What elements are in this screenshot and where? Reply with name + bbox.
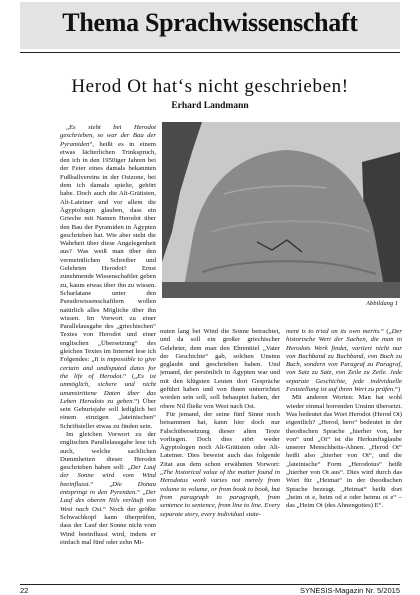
article-column-2: nuten lang bei Wind die Sonne betrachtet, und da soll ein großer griechischer Gelehrter, dem man den Ehrentitel „Vater der Geschichte“ gab, solchen Unsinn geglaubt und geschrieben haben. Und jemand, der persönlich in Ägypten war und mit den klügsten Leuten dort Gespräche geführt haben und von ihnen unterrichtet worden sein soll, soll behauptet haben, der obere Nil fließe von West nach Ost. Für jemand, der seine fünf Sinne noch beisammen hat, kann hier doch nur Falschübersetzung dieser alten Texte vorliegen. Doch dies stört weder Ägyptologen noch Alt-Grätisten oder Alt-Lateiner. Dies beweist auch das folgende Zitat aus dem schon erwähnten Vorwort: „The historical value of the matter found in Herodotus work varies not merely from volume to volume, or from book to book, but from paragraph to paragraph, from sentence to sentence, from line to line. Every separate story, every individual state- — [160, 328, 280, 518]
article-author: Erhard Landmann — [171, 101, 249, 111]
header-rule — [20, 52, 400, 53]
page-number: 22 — [20, 586, 29, 595]
article-photo — [162, 122, 400, 298]
dome-photo-illustration — [162, 122, 400, 298]
magazine-issue: SYNESIS-Magazin Nr. 5/2015 — [299, 586, 400, 595]
photo-ground — [162, 282, 400, 298]
section-title: Thema Sprachwissenschaft — [62, 8, 358, 37]
article-column-3: ment is to tried on its own merits.“ („Der historische Wert der Sachen, die man in Herodots Werk findet, variiert nicht nur von Buchband zu Buchband, von Buch zu Buch, sondern von Paragraf zu Paragraf, von Satz zu Satz, von Zeile zu Zeile. Jede separate Geschichte, jede individuelle Feststellung ist auf ihren Wert zu prüfen.“) Mit anderen Worten: Man hat wohl wieder einmal horrenden Unsinn übersetzt. Was bedeutet das Wort Herodot (Herod Ot) eigentlich? „Herod, hero“ bedeutet in der theodischen Sprache „hierher von, her von“ und „Ot“ ist die Herkunftsglaube unserer Menschheits-Ahnen. „Herod Ot“ heißt also „hierher von Ot“, und die „lateinische“ Form „Herodotus“ heißt „hierher von Ot aus“. Dies wird durch das Wort für „Heimat“ in der theodischen Sprache bezeugt. „Heimat“ heißt dort „heim ot e, heim od e oder heimu ot e“ – das „Heim Ot (des Ahnengottes) E“. — [286, 328, 402, 510]
article-column-1: „Es steht bei Herodot geschrieben, so war der Bau der Pyramiden“, heißt es in einem etwas lächerlichen Trinkspruch, den ich in den 1950iger Jahren bei der Feier eines damals bekannten Fußballvereins in der Ostzone, bei dem ich damals spielte, gehört habe. Doch auch die Alt-Grätisten, Alt-Lateiner und vor allem die Ägyptologen glauben, dass ein Grieche mit Namen Herodot über den Bau der Pyramiden in Ägypten geschrieben hat. Wie aber steht die Wahrheit über diese Angelegenheit aus? Was weiß man über den vermeintlichen Schreiber und Gelehrten Herodot? Ernst zunehmende Wissenschaftler geben zu, kaum etwas über ihn zu wissen. Scharlatane unter den Pseudowissenschaftlern wollen natürlich alles Mögliche über ihn wissen. Im Vorwort zu einer Parallelausgabe des „griechischen“ Textes von Herodot und einer englischen „Übersetzung“ des gleichen Textes im Internet lese ich Folgendes: „It is impossible to give certain and undisputed dates for the life of Herodot.“ („Es ist unmöglich, sichere und nicht unumstrittene Daten über das Leben Herodots zu geben.“) Über sein Geburtsjahr soll lediglich bei einem einzigen „lateinischen“ Schriftsteller etwas zu finden sein. Im gleichen Vorwort zu der englischen Parallelausgabe lese ich auch, welche sachlichen Dummheiten dieser Herodot geschrieben haben soll: „Der Lauf der Sonne wird vom Wind beeinflusst.“ „Die Donau entspringt in den Pyrenäen.“ „Der Lauf des oberen Nils verläuft von West nach Ost.“ Noch der größte Schwachkopf kann überprüfen, dass der Lauf der Sonne nicht vom Wind beeinflusst wird, indem er einfach mal fünf oder zehn Mi- — [60, 124, 156, 546]
figure-caption: Abbildung 1 — [366, 300, 398, 307]
footer-rule — [20, 584, 400, 585]
article-title: Herod Ot hat‘s nicht geschrieben! — [71, 76, 349, 97]
